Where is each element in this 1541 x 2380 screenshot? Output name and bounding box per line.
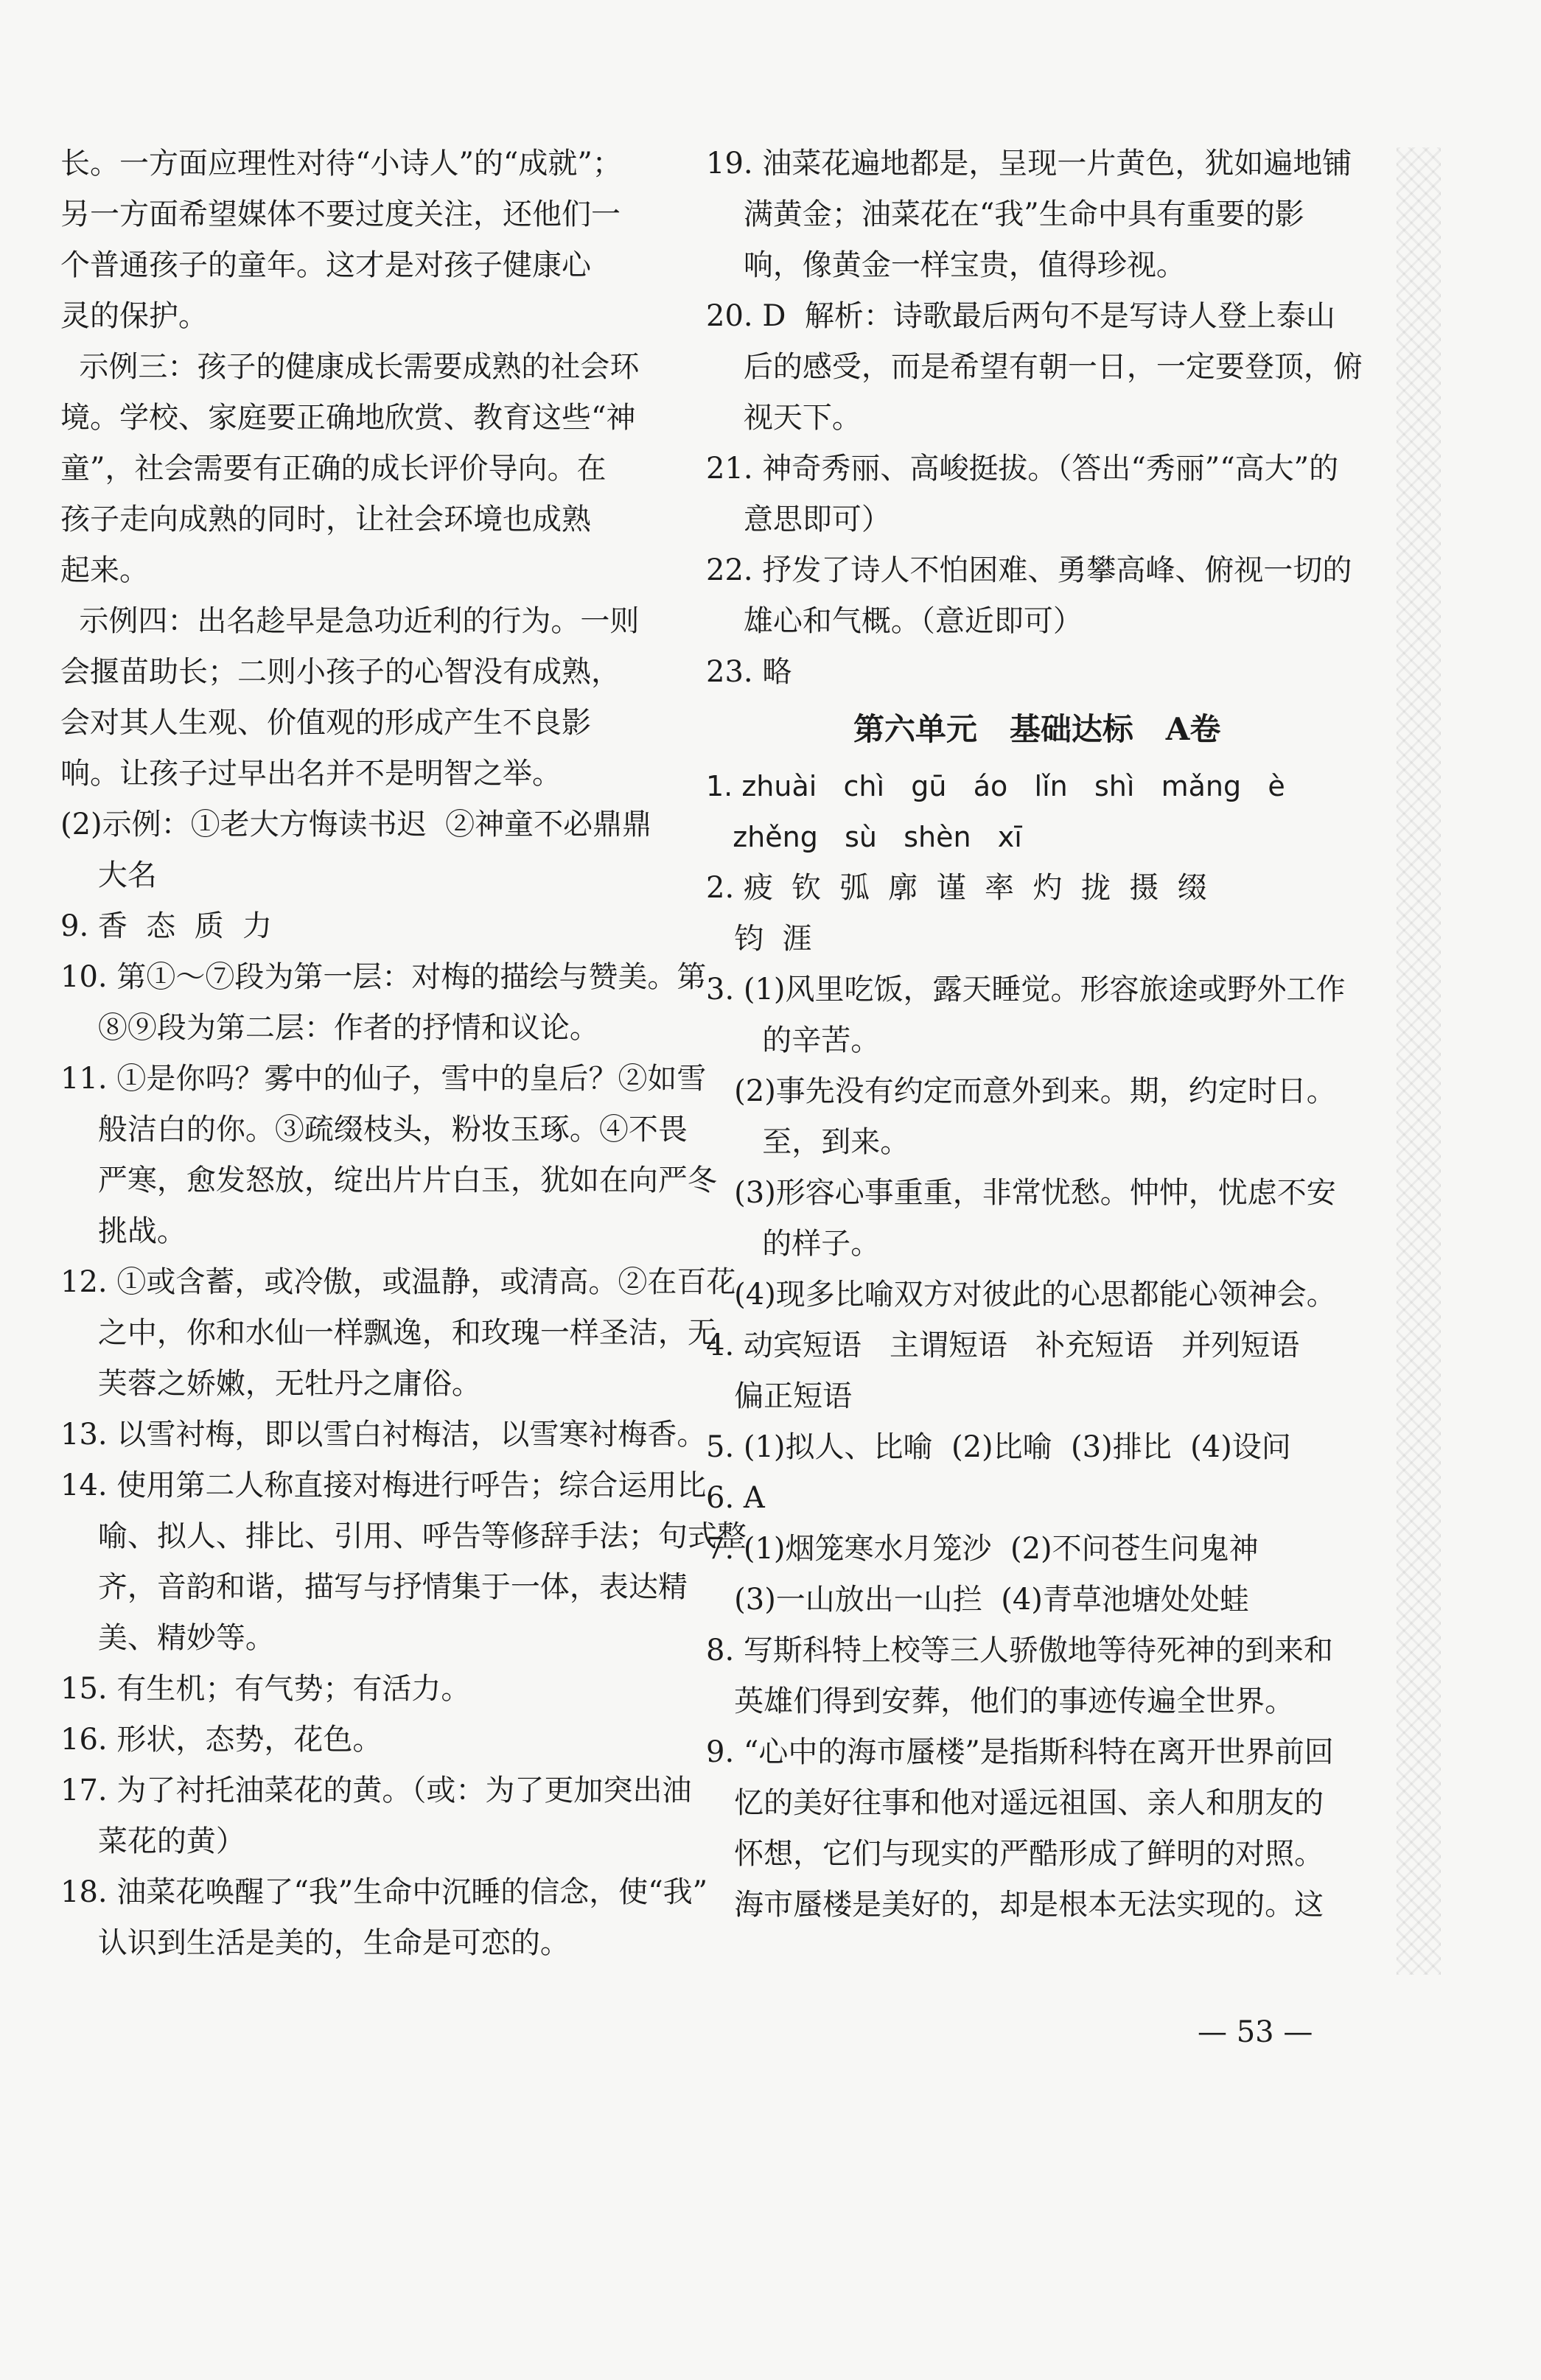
text-line: 英雄们得到安葬，他们的事迹传遍全世界。 xyxy=(706,1684,1295,1718)
text-line: 4. 动宾短语 主谓短语 补充短语 并列短语 xyxy=(706,1329,1300,1362)
text-line: 17. 为了衬托油菜花的黄。（或：为了更加突出油 xyxy=(60,1774,692,1807)
text-line: 响。让孩子过早出名并不是明智之举。 xyxy=(60,757,562,791)
text-line: 满黄金；油菜花在“我”生命中具有重要的影 xyxy=(706,197,1304,231)
text-line: 会揠苗助长；二则小孩子的心智没有成熟， xyxy=(60,655,621,689)
section-heading: 第六单元 基础达标 A卷 xyxy=(853,711,1221,747)
text-line: 孩子走向成熟的同时，让社会环境也成熟 xyxy=(60,503,591,536)
pinyin-line: 1. zhuài chì gū áo lǐn shì mǎng è xyxy=(706,770,1285,802)
text-line: 6. A xyxy=(706,1481,765,1515)
text-line: 的样子。 xyxy=(706,1227,881,1261)
text-line: 之中，你和水仙一样飘逸，和玫瑰一样圣洁，无 xyxy=(60,1316,717,1350)
text-line: 齐，音韵和谐，描写与抒情集于一体，表达精 xyxy=(60,1570,688,1604)
text-line: 美、精妙等。 xyxy=(60,1621,275,1655)
text-line: 严寒，愈发怒放，绽出片片白玉，犹如在向严冬 xyxy=(60,1163,717,1197)
text-line: 后的感受，而是希望有朝一日，一定要登顶，俯 xyxy=(706,350,1363,384)
text-line: 海市蜃楼是美好的，却是根本无法实现的。这 xyxy=(706,1888,1324,1922)
text-line: 21. 神奇秀丽、高峻挺拔。（答出“秀丽”“高大”的 xyxy=(706,452,1339,486)
text-line: 9. 香 态 质 力 xyxy=(60,909,273,943)
text-line: 8. 写斯科特上校等三人骄傲地等待死神的到来和 xyxy=(706,1634,1333,1667)
text-line: 大名 xyxy=(60,858,157,892)
text-line: (3)形容心事重重，非常忧愁。忡忡，忧虑不安 xyxy=(706,1176,1336,1210)
text-line: 18. 油菜花唤醒了“我”生命中沉睡的信念，使“我” xyxy=(60,1875,708,1909)
text-line: 怀想，它们与现实的严酷形成了鲜明的对照。 xyxy=(706,1837,1324,1871)
text-line: (2)示例：①老大方悔读书迟 ②神童不必鼎鼎 xyxy=(60,808,652,841)
text-line: 个普通孩子的童年。这才是对孩子健康心 xyxy=(60,248,591,282)
text-line: 认识到生活是美的，生命是可恋的。 xyxy=(60,1926,570,1960)
text-line: 3. (1)风里吃饭，露天睡觉。形容旅途或野外工作 xyxy=(706,973,1346,1007)
text-line: 10. 第①～⑦段为第一层：对梅的描绘与赞美。第 xyxy=(60,960,707,994)
text-line: 11. ①是你吗？雾中的仙子，雪中的皇后？②如雪 xyxy=(60,1062,707,1096)
text-line: 23. 略 xyxy=(706,655,792,689)
text-line: 境。学校、家庭要正确地欣赏、教育这些“神 xyxy=(60,401,636,435)
pinyin-line: zhěng sù shèn xī xyxy=(706,821,1022,853)
text-line: (3)一山放出一山拦 (4)青草池塘处处蛙 xyxy=(706,1583,1249,1617)
text-line: 19. 油菜花遍地都是，呈现一片黄色，犹如遍地铺 xyxy=(706,147,1352,181)
text-line: 忆的美好往事和他对遥远祖国、亲人和朋友的 xyxy=(706,1786,1324,1820)
text-line: 22. 抒发了诗人不怕困难、勇攀高峰、俯视一切的 xyxy=(706,553,1352,587)
text-line: 示例三：孩子的健康成长需要成熟的社会环 xyxy=(60,350,640,384)
text-line: 长。一方面应理性对待“小诗人”的“成就”； xyxy=(60,147,622,181)
text-line: 14. 使用第二人称直接对梅进行呼告；综合运用比 xyxy=(60,1469,707,1502)
text-line: 5. (1)拟人、比喻 (2)比喻 (3)排比 (4)设问 xyxy=(706,1430,1291,1464)
right-column xyxy=(706,139,1373,1931)
text-line: 13. 以雪衬梅，即以雪白衬梅洁，以雪寒衬梅香。 xyxy=(60,1418,707,1452)
text-line: 示例四：出名趁早是急功近利的行为。一则 xyxy=(60,604,640,638)
text-line: ⑧⑨段为第二层：作者的抒情和议论。 xyxy=(60,1011,599,1045)
text-line: 的辛苦。 xyxy=(706,1023,881,1057)
text-line: 视天下。 xyxy=(706,401,862,435)
text-line: 2. 疲 钦 弧 廓 谨 率 灼 拢 摄 缀 xyxy=(706,871,1207,905)
text-line: 至，到来。 xyxy=(706,1125,910,1159)
text-line: 喻、拟人、排比、引用、呼告等修辞手法；句式整 xyxy=(60,1519,747,1553)
text-line: 12. ①或含蓄，或冷傲，或温静，或清高。②在百花 xyxy=(60,1265,736,1299)
text-line: 15. 有生机；有气势；有活力。 xyxy=(60,1672,471,1706)
text-line: 20. D 解析：诗歌最后两句不是写诗人登上泰山 xyxy=(706,299,1335,333)
text-line: 会对其人生观、价值观的形成产生不良影 xyxy=(60,706,591,740)
text-line: 灵的保护。 xyxy=(60,299,208,333)
text-line: 另一方面希望媒体不要过度关注，还他们一 xyxy=(60,197,621,231)
page-number: — 53 — xyxy=(1198,2015,1313,2049)
text-line: 钧 涯 xyxy=(706,922,812,956)
decorative-margin-pattern xyxy=(1397,147,1441,1975)
text-line: 7. (1)烟笼寒水月笼沙 (2)不问苍生问鬼神 xyxy=(706,1532,1259,1566)
text-line: 挑战。 xyxy=(60,1214,186,1248)
text-line: 菜花的黄） xyxy=(60,1824,245,1858)
text-line: 起来。 xyxy=(60,553,149,587)
text-line: 童”，社会需要有正确的成长评价导向。在 xyxy=(60,452,607,486)
text-line: 意思即可） xyxy=(706,503,891,536)
text-line: (2)事先没有约定而意外到来。期，约定时日。 xyxy=(706,1074,1336,1108)
text-line: 雄心和气概。（意近即可） xyxy=(706,604,1083,638)
text-line: 般洁白的你。③疏缀枝头，粉妆玉琢。④不畏 xyxy=(60,1113,688,1147)
text-line: 芙蓉之娇嫩，无牡丹之庸俗。 xyxy=(60,1367,481,1401)
text-line: 响，像黄金一样宝贵，值得珍视。 xyxy=(706,248,1186,282)
text-line: 偏正短语 xyxy=(706,1379,853,1413)
text-line: 16. 形状，态势，花色。 xyxy=(60,1723,382,1757)
text-line: (4)现多比喻双方对彼此的心思都能心领神会。 xyxy=(706,1278,1336,1312)
text-line: 9. “心中的海市蜃楼”是指斯科特在离开世界前回 xyxy=(706,1735,1334,1769)
